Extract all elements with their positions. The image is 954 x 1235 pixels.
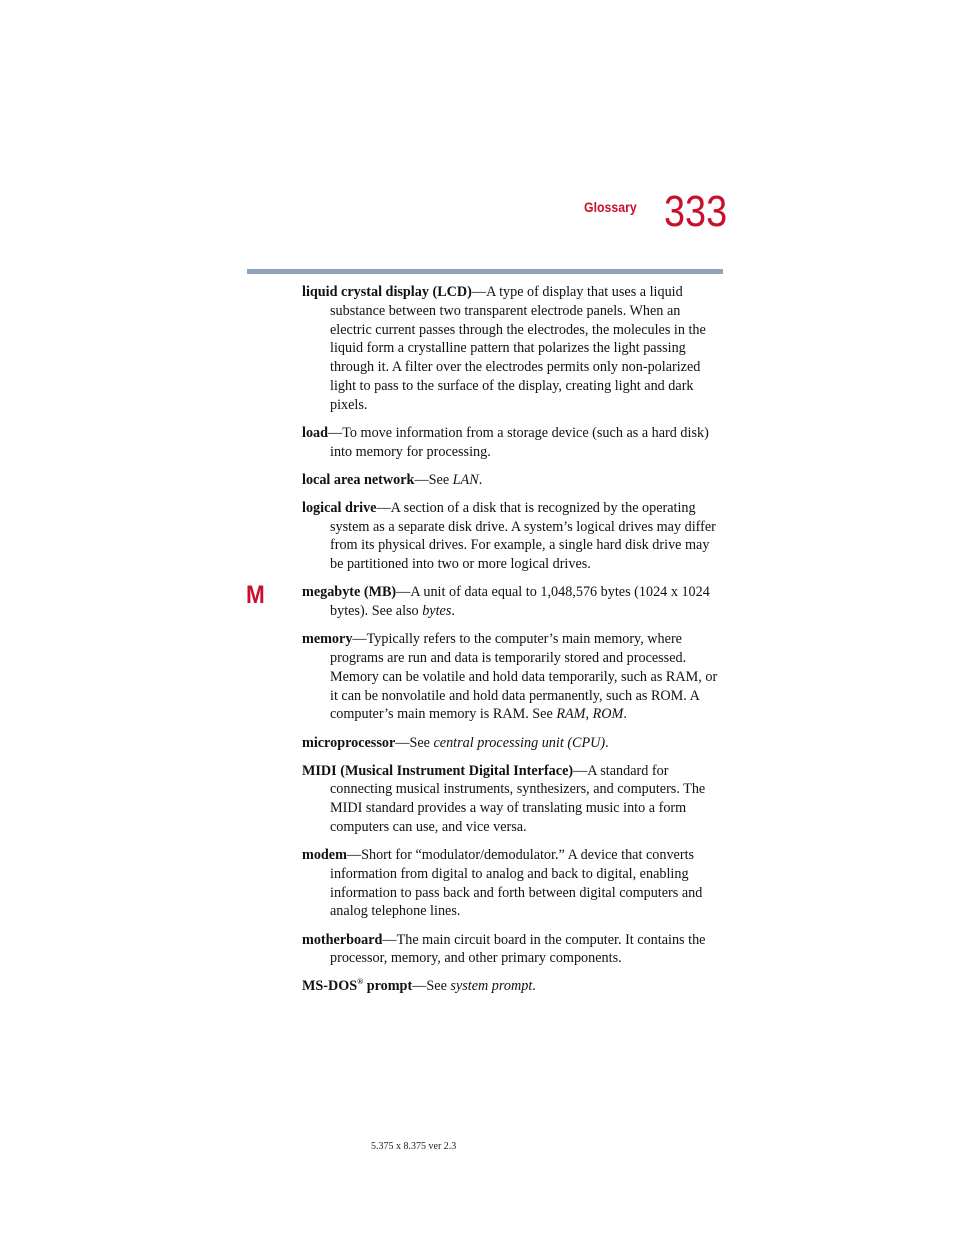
glossary-definition: See [426,978,451,995]
glossary-definition: See [428,471,453,488]
glossary-entry-memory: memory—Typically refers to the computer’s main memory, where programs are run and data is temporarily stored and processed. Memory can be volatile and hold data temporarily, such as RAM, or it can be nonvolatile and hold data permanently, such as ROM. A computer’s main memory is RAM. See RAM, ROM. [302,631,718,723]
glossary-term: MIDI (Musical Instrument Digital Interface) [302,762,574,779]
glossary-definition: To move information from a storage device (such as a hard disk) into memory for processing. [330,424,709,460]
glossary-entry-load: load—To move information from a storage device (such as a hard disk) into memory for processing. [302,424,709,460]
glossary-definition: A section of a disk that is recognized by the operating system as a separate disk drive. A system’s logical drives may differ from its physical drives. For example, a single hard disk drive may be partitioned into two or more logical drives. [330,499,716,573]
glossary-term: microprocessor [302,734,396,751]
glossary-entry-microprocessor: microprocessor—See central processing unit (CPU). [302,734,609,751]
running-header-section: Glossary [584,199,637,215]
page-footer-format: 5.375 x 8.375 ver 2.3 [371,1141,457,1152]
registered-mark: ® [357,977,364,987]
glossary-term: memory [302,631,353,648]
glossary-term: local area network [302,471,415,488]
glossary-definition: Short for “modulator/demodulator.” A device that converts information from digital to analog and back to digital, enabling information to pass back and forth between digital computers and analog telephone lines. [330,847,703,920]
glossary-definition: See [409,734,434,751]
glossary-definition: The main circuit board in the computer. It contains the processor, memory, and other primary components. [330,931,706,967]
page-number: 333 [664,187,728,236]
glossary-entry-motherboard: motherboard—The main circuit board in the computer. It contains the processor, memory, and other primary components. [302,931,706,967]
glossary-entry-logical-drive: logical drive—A section of a disk that is recognized by the operating system as a separate disk drive. A system’s logical drives may differ from its physical drives. For example, a single hard disk drive may be partitioned into two or more logical drives. [302,499,716,573]
glossary-definition: Typically refers to the computer’s main memory, where programs are run and data is temporarily stored and processed. Memory can be volatile and hold data temporarily, such as RAM, or it can be nonvolatile and hold data permanently, such as ROM. A computer’s main memory is RAM. See [330,631,718,723]
glossary-term: MS-DOS® prompt [302,977,413,995]
section-letter-marker: M [246,581,265,609]
glossary-definition: A unit of data equal to 1,048,576 bytes (1024 x 1024 bytes). See also [330,584,710,620]
cross-reference: bytes [422,603,452,620]
glossary-definition: A type of display that uses a liquid substance between two transparent electrode panels. When an electric current passes through the electrodes, the molecules in the liquid form a crystalline pattern that polarizes the light passing through it. A filter over the electrodes permits only non-polarized light to pass to the surface of the display, creating light and dark pixels. [330,284,706,413]
glossary-entry-megabyte: megabyte (MB)—A unit of data equal to 1,048,576 bytes (1024 x 1024 bytes). See also bytes. [302,584,710,620]
header-rule [247,269,723,274]
cross-reference: LAN [452,471,479,488]
cross-reference: system prompt [450,978,533,995]
glossary-entry-ms-dos-prompt: MS-DOS® prompt—See system prompt. [302,977,536,995]
glossary-term: motherboard [302,931,383,948]
cross-reference: central processing unit (CPU) [433,734,606,751]
cross-reference: ROM [592,706,624,723]
glossary-term: liquid crystal display (LCD) [302,284,472,300]
cross-reference: RAM [556,706,586,723]
glossary-term: megabyte (MB) [302,584,397,601]
glossary-entry-list [302,283,723,1006]
glossary-entry-lcd: liquid crystal display (LCD)—A type of display that uses a liquid substance between two transparent electrode panels. When an electric current passes through the electrodes, the molecules in the liquid form a crystalline pattern that polarizes the light passing through it. A filter over the electrodes permits only non-polarized light to pass to the surface of the display, creating light and dark pixels. [302,284,706,413]
glossary-entry-modem: modem—Short for “modulator/demodulator.” A device that converts information from digital to analog and back to digital, enabling information to pass back and forth between digital computers and analog telephone lines. [302,847,703,920]
glossary-term: load [302,424,329,441]
glossary-entry-local-area-network: local area network—See LAN. [302,471,483,488]
glossary-entry-midi: MIDI (Musical Instrument Digital Interface)—A standard for connecting musical instruments, synthesizers, and computers. The MIDI standard provides a way of translating music into a form computers can use, and vice versa. [302,762,706,835]
glossary-term: logical drive [302,499,377,516]
glossary-definition: A standard for connecting musical instruments, synthesizers, and computers. The MIDI standard provides a way of translating music into a form computers can use, and vice versa. [330,762,706,835]
glossary-term: modem [302,847,347,864]
